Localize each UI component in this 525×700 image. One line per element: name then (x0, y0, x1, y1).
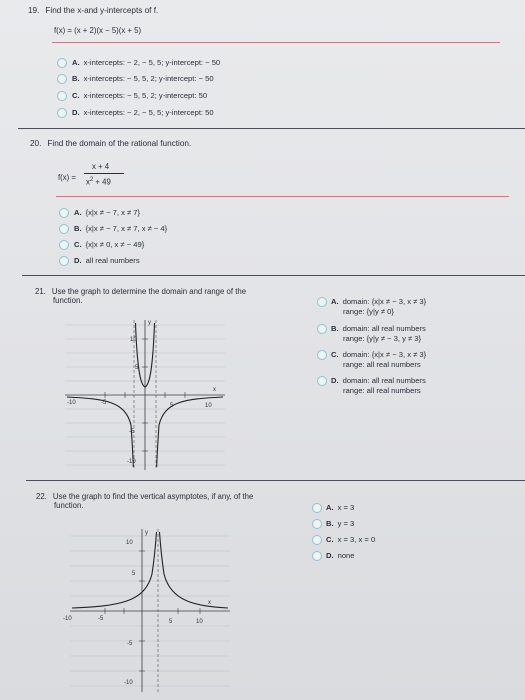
q21-xtick-label: 5 (170, 403, 174, 409)
q22-x-label: x (208, 600, 211, 606)
q19-prompt: Find the x-and y-intercepts of f. (45, 6, 159, 15)
q22-prompt-line1: Use the graph to find the vertical asymptotes, if any, of the (52, 492, 254, 501)
q21-xtick-label: -5 (101, 400, 107, 406)
q21-ytick-label: 5 (135, 365, 139, 371)
q21-choice-b-line2: range: {y|y ≠ − 3, y ≠ 3} (343, 334, 422, 343)
q20-choice-c-text: {x|x ≠ 0, x ≠ − 49} (85, 240, 145, 249)
q20-choice-b[interactable] (74, 224, 167, 233)
q20-choice-a-text: {x|x ≠ − 7, x ≠ 7} (85, 208, 141, 217)
q19-choice-c-text: x-intercepts: − 5, 5, 2; y-intercept: 50 (83, 91, 208, 100)
q22-choice-c[interactable] (326, 535, 375, 544)
q21-choice-a-line2: range: {y|y ≠ 0} (343, 307, 394, 316)
q22-xtick-label: -5 (98, 616, 104, 622)
q21-prompt-line1: Use the graph to determine the domain and range of the (51, 287, 247, 296)
q19-choice-b-text: x-intercepts: − 5, 5, 2; y-intercept: − 50 (83, 74, 214, 83)
q20-choice-b-letter: B. (74, 224, 82, 233)
q19-choice-d[interactable] (72, 108, 214, 117)
q21-choice-a[interactable] (331, 297, 426, 317)
q21-graph (55, 315, 235, 471)
q21-xtick-label: -10 (67, 400, 76, 406)
q19-number: 19. (28, 6, 40, 15)
q19-q20-separator (18, 128, 525, 129)
q21-choice-c[interactable] (331, 350, 426, 370)
q19-radio-c[interactable] (57, 91, 67, 101)
q21-heading (35, 287, 246, 305)
q20-denominator-exp: 2 (89, 177, 94, 183)
q20-radio-b[interactable] (59, 224, 69, 234)
q22-curve-left (72, 532, 157, 608)
q21-choice-c-line1: domain: {x|x ≠ − 3, x ≠ 3} (342, 350, 427, 359)
q22-choice-b-letter: B. (326, 519, 334, 528)
q20-choice-c[interactable] (74, 240, 144, 249)
q21-radio-c[interactable] (317, 350, 327, 360)
q19-choice-a-letter: A. (72, 58, 80, 67)
q20-radio-d[interactable] (59, 256, 69, 266)
q21-choice-d-line1: domain: all real numbers (342, 376, 426, 385)
q21-choice-c-line2: range: all real numbers (343, 360, 421, 369)
q19-function: f(x) = (x + 2)(x − 5)(x + 5) (54, 26, 142, 35)
q19-choice-c[interactable] (72, 91, 207, 100)
q21-choice-d-line2: range: all real numbers (343, 386, 421, 395)
q22-choice-a-text: x = 3 (337, 503, 355, 512)
q20-denominator-rest: + 49 (93, 177, 111, 187)
q21-xtick-label: 10 (205, 403, 212, 409)
q20-number: 20. (30, 139, 42, 148)
q21-radio-d[interactable] (317, 376, 327, 386)
q22-radio-a[interactable] (312, 503, 322, 513)
q20-fraction-bar (84, 173, 124, 174)
q20-numerator: x + 4 (92, 162, 110, 171)
q22-choice-b[interactable] (326, 519, 354, 528)
q22-xtick-label: -10 (63, 616, 72, 622)
q22-y-label: y (145, 530, 148, 536)
q22-xtick-label: 5 (169, 619, 173, 625)
q22-ytick-label: -10 (124, 680, 133, 686)
q21-ytick-label: -5 (129, 429, 135, 435)
q19-choice-c-letter: C. (72, 91, 80, 100)
q20-heading (30, 139, 191, 148)
q19-radio-b[interactable] (57, 74, 67, 84)
q21-choice-a-letter: A. (331, 297, 339, 306)
q21-prompt-line2: function. (53, 296, 83, 305)
q20-denominator-base: x (86, 177, 90, 187)
q20-divider (56, 196, 509, 197)
q19-choice-d-letter: D. (72, 108, 80, 117)
q22-choice-d[interactable] (326, 551, 355, 560)
q21-ytick-label: -10 (127, 459, 136, 465)
q22-choice-a-letter: A. (326, 503, 334, 512)
q22-radio-c[interactable] (312, 535, 322, 545)
q20-denominator (86, 177, 111, 187)
q22-choice-c-text: x = 3, x = 0 (337, 535, 376, 544)
q20-choice-d[interactable] (74, 256, 140, 265)
q19-heading (28, 6, 158, 15)
q21-x-label: x (213, 387, 216, 393)
q22-choice-a[interactable] (326, 503, 354, 512)
q20-choice-d-letter: D. (74, 256, 82, 265)
q20-choice-a[interactable] (74, 208, 140, 217)
q21-choice-d[interactable] (331, 376, 426, 396)
q22-radio-d[interactable] (312, 551, 322, 561)
q22-heading (36, 492, 253, 510)
q19-radio-a[interactable] (57, 58, 67, 68)
q21-choice-b-letter: B. (331, 324, 339, 333)
q19-choice-a-text: x-intercepts: − 2, − 5, 5; y-intercept: − 50 (83, 58, 221, 67)
q22-graph (60, 524, 240, 694)
q21-number: 21. (35, 287, 46, 296)
q22-radio-b[interactable] (312, 519, 322, 529)
q22-ytick-label: 10 (126, 540, 133, 546)
q22-ytick-label: 5 (132, 571, 136, 577)
q21-curve-left (67, 397, 133, 467)
q20-choice-c-letter: C. (74, 240, 82, 249)
q21-choice-a-line1: domain: {x|x ≠ − 3, x ≠ 3} (342, 297, 427, 306)
q22-choice-d-text: none (337, 551, 355, 560)
q20-function-lhs: f(x) = (58, 173, 76, 182)
q22-prompt-line2: function. (54, 501, 84, 510)
q20-radio-c[interactable] (59, 240, 69, 250)
q22-choice-b-text: y = 3 (337, 519, 355, 528)
q19-choice-a[interactable] (72, 58, 220, 67)
q21-choice-c-letter: C. (331, 350, 339, 359)
q20-choice-d-text: all real numbers (85, 256, 140, 265)
q22-choice-d-letter: D. (326, 551, 334, 560)
q22-choice-c-letter: C. (326, 535, 334, 544)
q21-q22-separator (26, 480, 525, 481)
q21-radio-b[interactable] (317, 324, 327, 334)
q20-choice-b-text: {x|x ≠ − 7, x ≠ 7, x ≠ − 4} (85, 224, 168, 233)
q20-q21-separator (22, 275, 525, 276)
q22-curve-right (160, 532, 229, 608)
q22-ytick-label: -5 (127, 641, 133, 647)
q19-choice-b-letter: B. (72, 74, 80, 83)
q19-choice-d-text: x-intercepts: − 2, − 5, 5; y-intercept: 50 (83, 108, 214, 117)
q20-choice-a-letter: A. (74, 208, 82, 217)
q19-divider (52, 42, 500, 43)
q20-radio-a[interactable] (59, 208, 69, 218)
q20-prompt: Find the domain of the rational function. (47, 139, 192, 148)
q21-radio-a[interactable] (317, 297, 327, 307)
q19-radio-d[interactable] (57, 108, 67, 118)
q21-ytick-label: 10 (130, 337, 137, 343)
q22-number: 22. (36, 492, 47, 501)
q21-y-label: y (148, 320, 151, 326)
q21-choice-b-line1: domain: all real numbers (342, 324, 426, 333)
q21-choice-d-letter: D. (331, 376, 339, 385)
q21-curve-right (157, 397, 223, 467)
q21-choice-b[interactable] (331, 324, 426, 344)
q22-xtick-label: 10 (196, 619, 203, 625)
q19-choice-b[interactable] (72, 74, 214, 83)
